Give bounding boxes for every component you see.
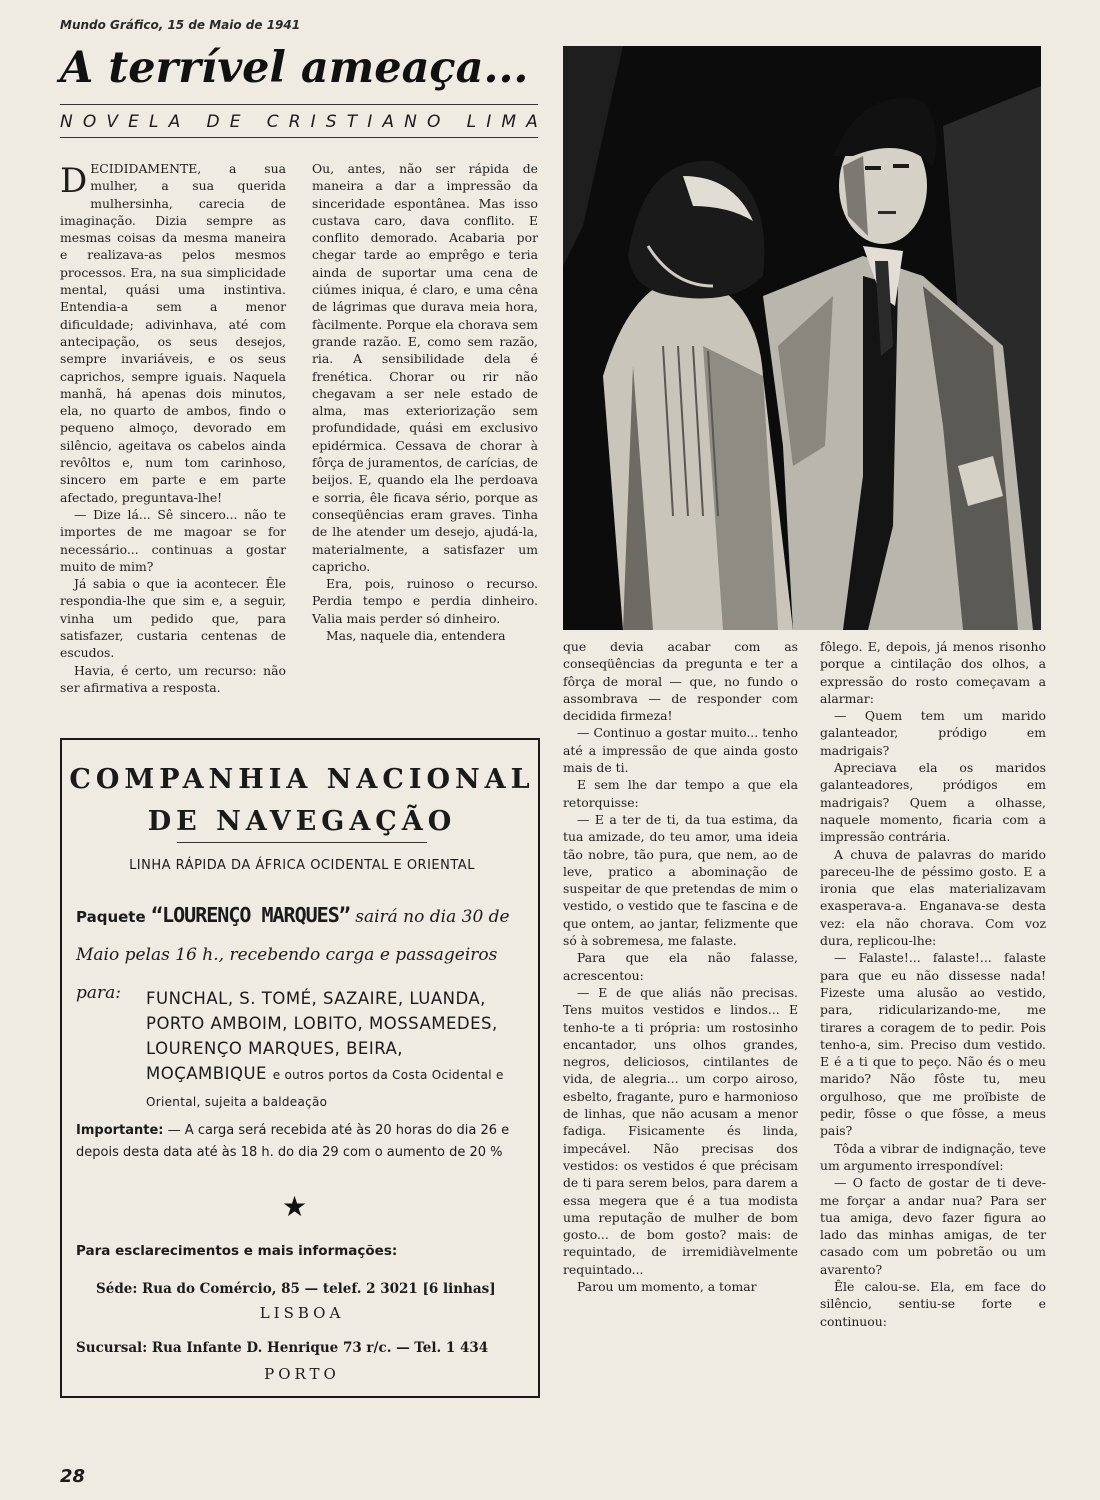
story-column-4: [820, 638, 1046, 1330]
head-office-city: LISBOA: [259, 1304, 345, 1322]
route-line: LINHA RÁPIDA DA ÁFRICA OCIDENTAL E ORIENTAL: [129, 858, 475, 873]
ports: FUNCHAL, S. TOMÉ, SAZAIRE, LUANDA, PORTO AMBOIM, LOBITO, MOSSAMEDES, LOURENÇO MARQUES, BEIRA, MOÇAMBIQUE: [146, 989, 498, 1083]
story-byline: N O V E L A D E C R I S T I A N O L I M A: [60, 112, 538, 132]
story-column-3: [563, 638, 798, 1295]
ad-divider: [177, 842, 427, 843]
paragraph: Tôda a vibrar de indignação, teve um argumento irrespondível:: [820, 1140, 1046, 1173]
departure-text-1: sairá no dia 30 de: [355, 907, 510, 927]
paragraph: Havia, é certo, um recurso: não ser afirmativa a resposta.: [60, 662, 286, 695]
ship-name: “LOURENÇO MARQUES”: [151, 903, 350, 927]
departure-text-2: Maio pelas 16 h., recebendo carga e passageiros para:: [76, 945, 498, 1003]
paragraph: — E a ter de ti, da tua estima, da tua amizade, do teu amor, uma ideia tão nobre, tão pura, que nem, ao de leve, pratico a abominação de suspeitar de que pretendas de mim o vestido, o vestido que te fascina e de que ontem, ao jantar, felizmente que só à sobremesa, me falaste.: [563, 811, 798, 949]
paragraph: — E de que aliás não precisas. Tens muitos vestidos e lindos... E tenho-te a ti própria: um rostosinho encantador, uns olhos grandes, negros, deliciosos, cintilantes de vida, de alegria... um corpo airoso, esbelto, fragante, puro e harmonioso de linhas, que não acusam a menor fadiga. Fisicamente és linda, impecável. Não precisas dos vestidos: os vestidos é que précisam de ti para serem belos, para darem a essa megera que é a tua modista uma reputação de mulher de bom gosto... de bom gosto? mais: de requintado, de irremidiàvelmente requintado...: [563, 984, 798, 1277]
paragraph: E sem lhe dar tempo a que ela retorquisse:: [563, 777, 798, 810]
story-column-2: [312, 160, 538, 644]
couple-illustration: [563, 46, 1041, 630]
story-column-1: [60, 160, 286, 696]
byline-rule: [60, 137, 538, 138]
company-name-line1: COMPANHIA NACIONAL: [69, 764, 535, 795]
paragraph: Parou um momento, a tomar: [577, 1278, 757, 1294]
branch-city: PORTO: [264, 1365, 340, 1383]
paragraph: Para que ela não falasse, acrescentou:: [563, 950, 798, 983]
star-icon: ★: [282, 1190, 308, 1223]
story-illustration: [563, 46, 1041, 630]
paragraph: Era, pois, ruinoso o recurso. Perdia tempo e perdia dinheiro. Valia mais perder só dinheiro.: [312, 576, 538, 626]
paragraph: Êle calou-se. Ela, em face do silêncio, sentiu-se forte e continuou:: [820, 1278, 1046, 1329]
branch-address: Sucursal: Rua Infante D. Henrique 73 r/c. — Tel. 1 434: [76, 1340, 489, 1356]
ports-note: e outros portos da Costa Ocidental e Oriental, sujeita a baldeação: [146, 1068, 504, 1109]
page-number: 28: [60, 1466, 86, 1487]
paragraph: Ou, antes, não ser rápida de maneira a dar a impressão da sinceridade espontânea. Mas isso custava caro, dava conflito. E conflito demorado. Acabaria por chegar tarde ao emprêgo e teria ainda de suportar uma cena de ciúmes iniqua, é claro, e uma cêna de lágrimas que durava meia hora, fàcilmente. Porque ela chorava sem grande razão. E, como sem razão, ria. A sensibilidade dela é frenética. Chorar ou rir não chegavam a ser nele estado de alma, mas exteriorização sem profundidade, quási em exclusivo epidérmica. Cessava de chorar à fôrça de juramentos, de carícias, de beijos. E, quando ela lhe perdoava e sorria, êle ficava sério, porque as conseqüências eram graves. Tinha de lhe atender um desejo, ajudá-la, materialmente, a satisfazer um capricho.: [312, 161, 538, 574]
paragraph: — Continuo a gostar muito... tenho até a impressão de que ainda gosto mais de ti.: [563, 725, 798, 776]
shipping-advertisement: [60, 738, 540, 1398]
drop-cap: D: [60, 161, 88, 201]
paragraph: A chuva de palavras do marido pareceu-lhe de péssimo gosto. E a ironia que elas materializavam exasperava-a. Enganava-se desta vez: ela não chorava. Com voz dura, replicou-lhe:: [820, 846, 1046, 949]
paragraph: Apreciava ela os maridos galanteadores, pródigos em madrigais? Quem a olhasse, naquele momento, ficaria com a impressão contrária.: [820, 760, 1046, 845]
title-rule: [60, 104, 538, 105]
paquete-label: Paquete: [76, 908, 146, 926]
paragraph: que devia acabar com as conseqüências da pregunta e ter a fôrça de moral — que, no fundo o assombrava — de responder com decidida firmeza!: [563, 639, 798, 724]
paragraph: Mas, naquele dia, entendera: [326, 628, 506, 644]
paragraph: ECIDIDAMENTE, a sua mulher, a sua querida mulhersinha, carecia de imaginação. Dizia sempre as mesmas coisas da mesma maneira e realizava-as pelos mesmos processos. Era, na sua simplicidade mental, quási uma instintiva. Entendia-a sem a menor dificuldade; adivinhava, até com antecipação, os seus desejos, sempre invariáveis, e os seus caprichos, sempre iguais. Naquela manhã, há apenas dois minutos, ela, no quarto de ambos, findo o pequeno almoço, devorado em silêncio, ageitava os cabelos ainda revôltos e, num tom carinhoso, sincero em parte e em parte afectado, preguntava-lhe!: [60, 161, 286, 505]
paragraph: — O facto de gostar de ti deve-me forçar a andar nua? Para ser tua amiga, devo fazer figura ao lado das minhas amigas, de ter casado com um pobretão ou um avarento?: [820, 1175, 1046, 1277]
company-name-line2: DE NAVEGAÇÃO: [147, 806, 457, 837]
ports-list: [146, 986, 526, 1115]
important-note: [76, 1120, 528, 1164]
paragraph: — Dize lá... Sê sincero... não te importes de me magoar se for necessário... continuas a gostar muito de mim?: [60, 506, 286, 574]
paragraph: — Quem tem um marido galanteador, pródigo em madrigais?: [820, 708, 1046, 758]
paragraph: — Falaste!... falaste!... falaste para que eu não dissesse nada! Fizeste uma alusão ao vestido, para, ridicularizando-me, me tirares a coragem de to pedir. Pois tenho-a, sim. Preciso dum vestido. E é a ti que to peço. Não és o meu marido? Não fôste tu, meu orgulhoso, que me proïbiste de pedir, fôsse o que fôsse, a meus pais?: [820, 950, 1046, 1139]
important-text: — A carga será recebida até às 20 horas do dia 26 e depois desta data até às 18 h. do dia 29 com o aumento de 20 %: [76, 1123, 510, 1160]
head-office-address: Séde: Rua do Comércio, 85 — telef. 2 3021 [6 linhas]: [96, 1281, 496, 1297]
story-title: A terrível ameaça...: [60, 43, 529, 93]
running-header: Mundo Gráfico, 15 de Maio de 1941: [60, 18, 301, 32]
important-label: Importante:: [76, 1123, 164, 1138]
paragraph: fôlego. E, depois, já menos risonho porque a cintilação dos olhos, a expressão do rosto começavam a alarmar:: [820, 639, 1046, 706]
paragraph: Já sabia o que ia acontecer. Êle respondia-lhe que sim e, a seguir, vinha um pedido que, para satisfazer, custaria centenas de escudos.: [60, 576, 286, 661]
info-heading: Para esclarecimentos e mais informações:: [76, 1243, 398, 1259]
